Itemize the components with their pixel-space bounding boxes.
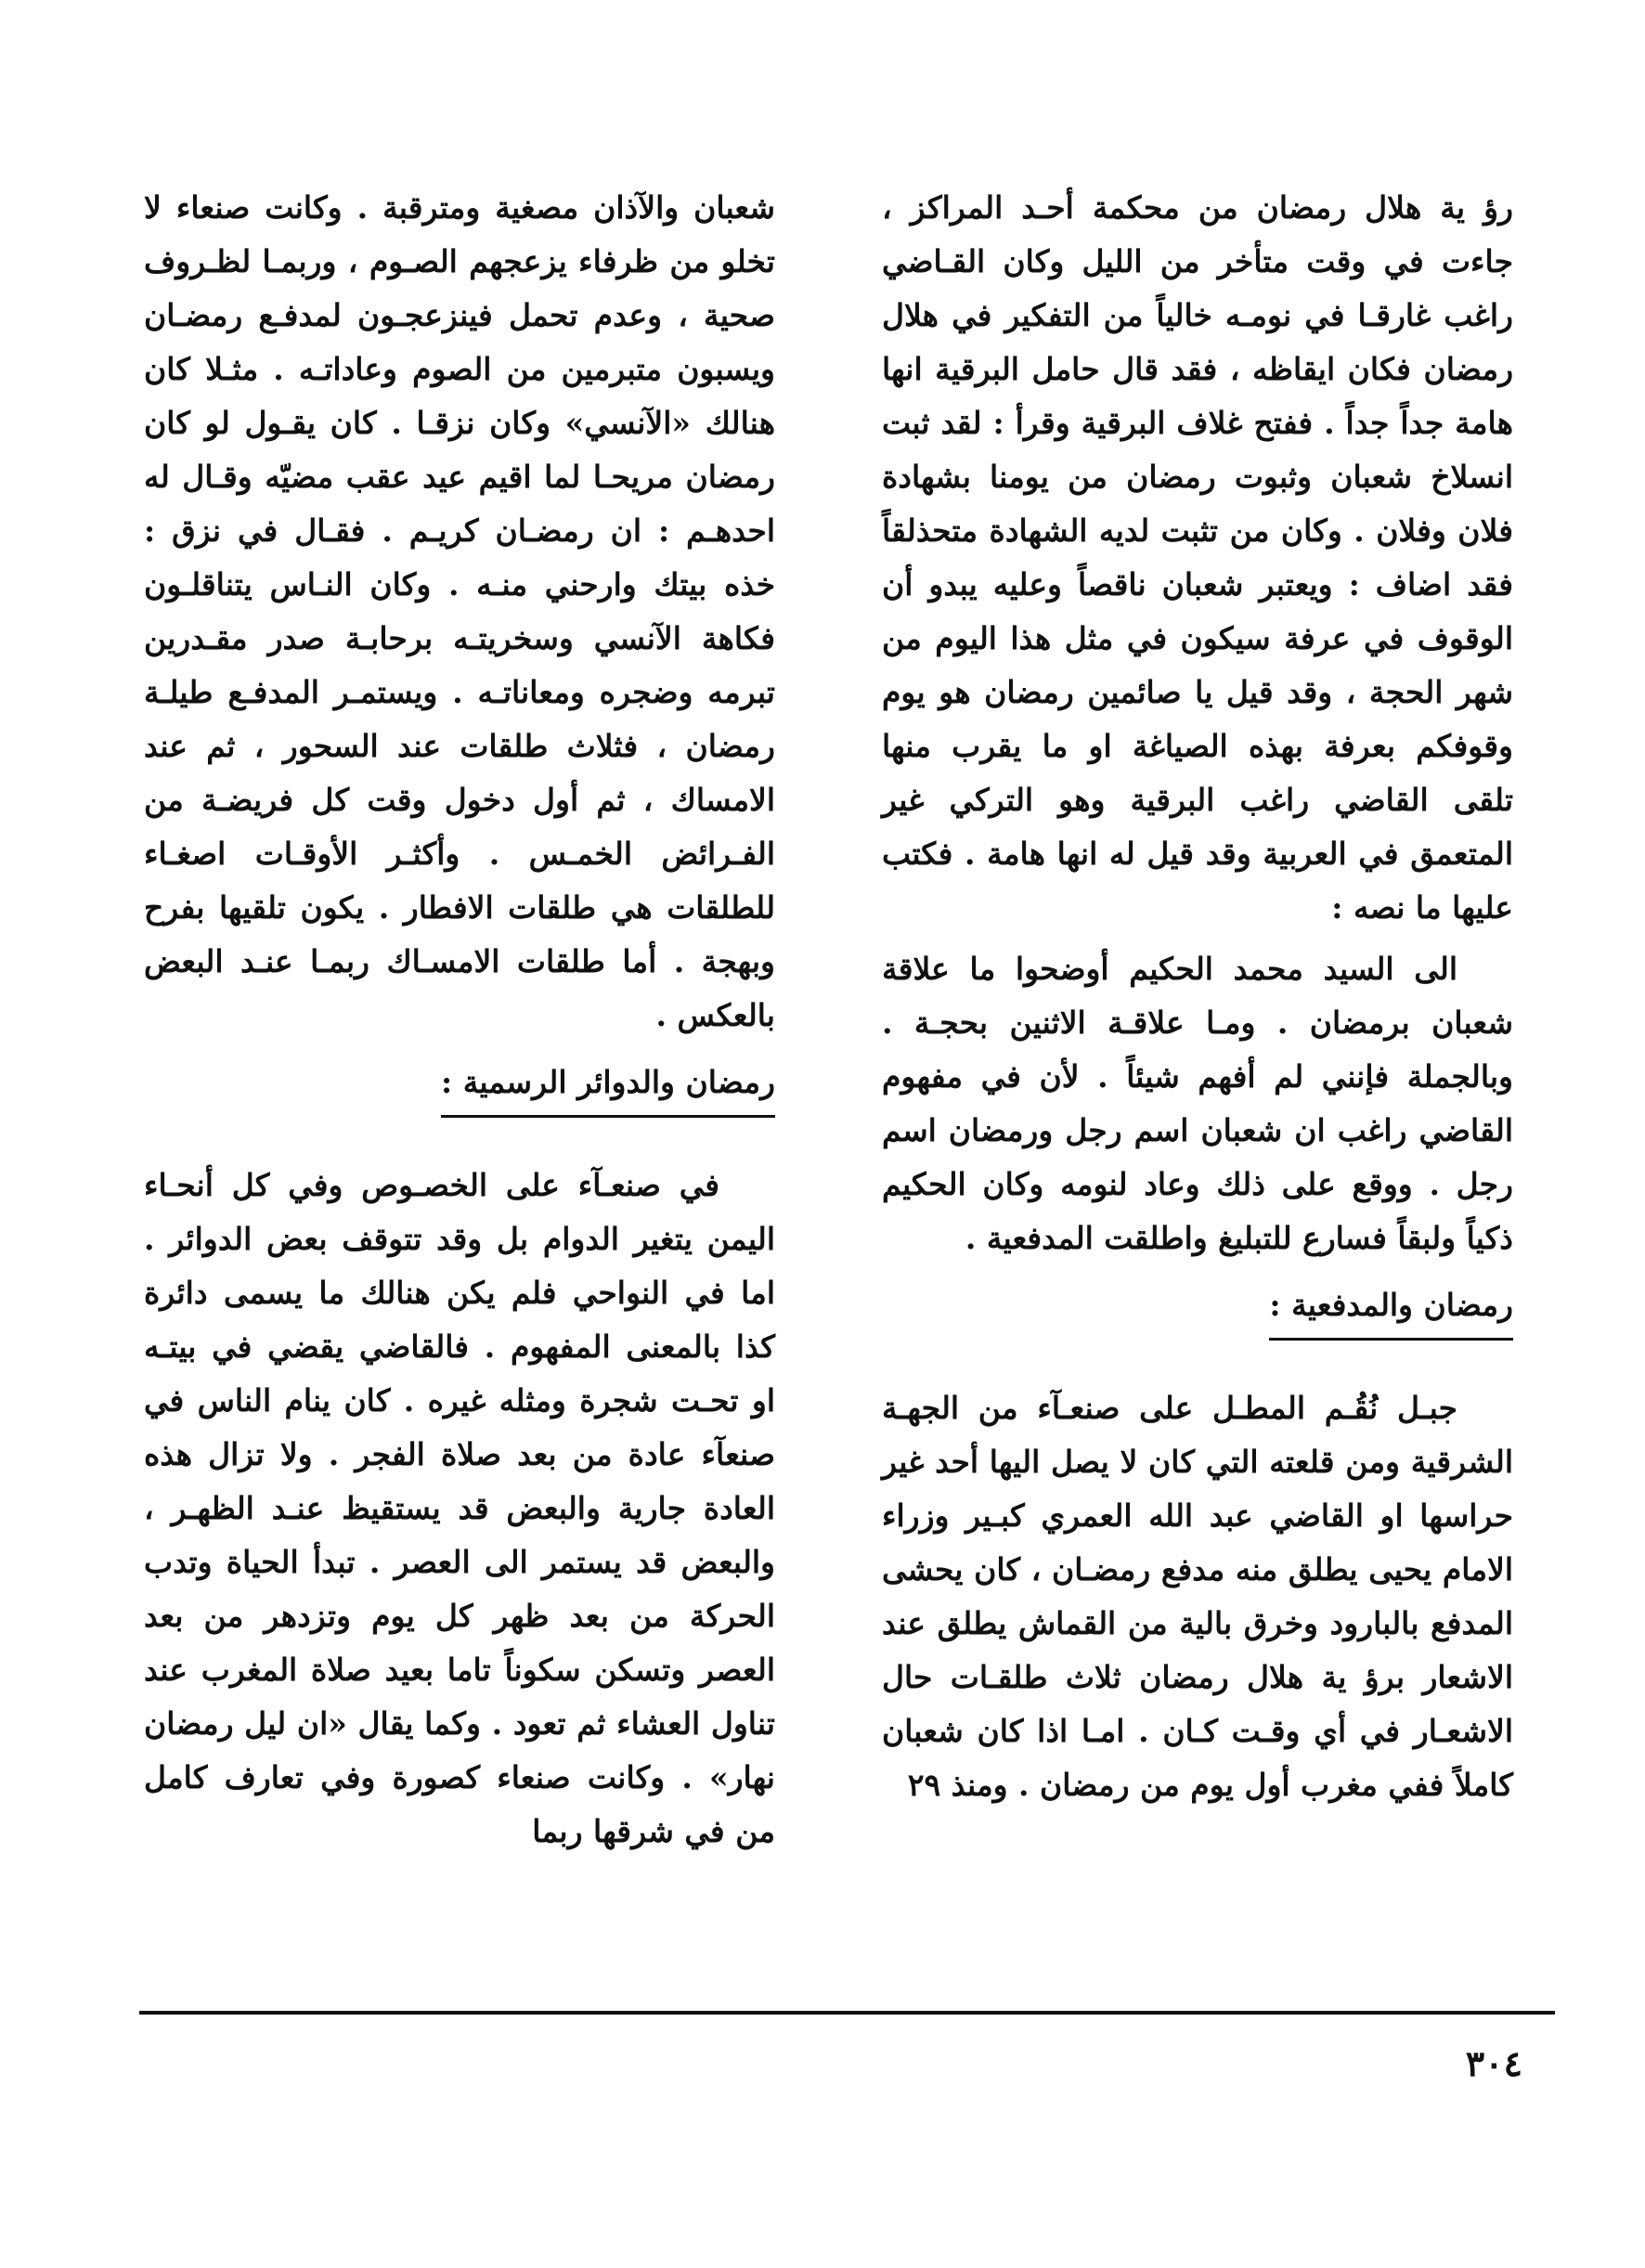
- page-number: ٣٠٤: [1465, 2042, 1522, 2084]
- footer-divider: [139, 2011, 1555, 2015]
- section-heading-cannon-wrap: [882, 1278, 1513, 1341]
- section-heading-ramadan-offices: رمضان والدوائر الرسمية :: [441, 1056, 775, 1118]
- right-paragraph-1: رؤ ية هلال رمضان من محكمة أحـد المراكز ، جاءت في وقت متأخر من الليل وكان القـاضي راغب غارقـا في نومـه خالياً من التفكير في هلال رمضان فكان ايقاظه ، فقد قال حامل البرقية انها هامة جداً جداً . ففتح غلاف البرقية وقرأ : لقد ثبت انسلاخ شعبان وثبوت رمضان من يومنا بشهادة فلان وفلان . وكان من تثبت لديه الشهادة متحذلقاً فقد اضاف : ويعتبر شعبان ناقصاً وعليه يبدو أن الوقوف في عرفة سيكون في مثل هذا اليوم من شهر الحجة ، وقد قيل يا صائمين رمضان هو يوم وقوفكم بعرفة بهذه الصياغة او ما يقرب منها تلقى القاضي راغب البرقية وهو التركي غير المتعمق في العربية وقد قيل له انها هامة . فكتب عليها ما نصه :: [882, 189, 1513, 926]
- left-column: [144, 181, 775, 1859]
- left-paragraph-1: شعبان والآذان مصغية ومترقبة . وكانت صنعاء لا تخلو من ظرفاء يزعجهم الصـوم ، وربمـا لظـروف صحية ، وعدم تحمل فينزعجـون لمدفـع رمضـان ويسبون متبرمين من الصوم وعاداتـه . مثـلا كان هنالك «الآنسي» وكان نزقـا . كان يقـول لو كان رمضان مريحـا لما اقيم عيد عقب مضيّه وقـال له احدهـم : ان رمضـان كريـم . فقـال في نزق : خذه بيتك وارحني منـه . وكان النـاس يتناقلـون فكاهة الآنسي وسخريتـه برحابـة صدر مقـدرين تبرمه وضجره ومعاناتـه . ويستمـر المدفـع طيلـة رمضان ، فثلاث طلقات عند السحور ، ثم عند الامساك ، ثم أول دخول وقت كل فريضـة من الفـرائض الخمـس . وأكثـر الأوقـات اصغـاء للطلقات هي طلقات الافطار . يكون تلقيها بفرح وبهجة . أما طلقات الامسـاك ربمـا عنـد البعض بالعكس .: [144, 189, 775, 1033]
- right-column: [882, 181, 1513, 1812]
- right-paragraph-3: جبـل نُقُـم المطـل على صنعـآء من الجهـة الشرقية ومن قلعته التي كان لا يصل اليها أحد غير حراسها او القاضي عبد الله العمري كبـير وزراء الامام يحيى يطلق منه مدفع رمضـان ، كان يحشى المدفع بالبارود وخرق بالية من القماش يطلق عند الاشعار برؤ ية هلال رمضان ثلاث طلقـات حال الاشعـار في أي وقـت كـان . امـا اذا كان شعبان كاملاً ففي مغرب أول يوم من رمضان . ومنذ ٢٩: [882, 1390, 1513, 1803]
- section-heading-ramadan-cannon: رمضان والمدفعية :: [1269, 1278, 1513, 1341]
- section-heading-offices-wrap: [144, 1056, 775, 1118]
- right-paragraph-2: الى السيد محمد الحكيم أوضحوا ما علاقة شعبان برمضان . ومـا علاقـة الاثنين بحجـة . وبالجملة فإنني لم أفهم شيئاً . لأن في مفهوم القاضي راغب ان شعبان اسم رجل ورمضان اسم رجل . ووقع على ذلك وعاد لنومه وكان الحكيم ذكياً ولبقاً فسارع للتبليغ واطلقت المدفعية .: [882, 951, 1513, 1256]
- left-paragraph-2: في صنعـآء على الخصـوص وفي كل أنحـاء اليمن يتغير الدوام بل وقد تتوقف بعض الدوائر . اما في النواحي فلم يكن هنالك ما يسمى دائرة كذا بالمعنى المفهوم . فالقاضي يقضي في بيتـه او تحـت شجرة ومثله غيره . كان ينام الناس في صنعآء عادة من بعد صلاة الفجر . ولا تزال هذه العادة جارية والبعض قد يستقيظ عنـد الظهـر ، والبعض قد يستمر الى العصر . تبدأ الحياة وتدب الحركة من بعد ظهر كل يوم وتزدهر من بعد العصر وتسكن سكوناً تاما بعيد صلاة المغرب عند تناول العشاء ثم تعود . وكما يقال «ان ليل رمضان نهار» . وكانت صنعاء كصورة وفي تعارف كامل من في شرقها ربما: [144, 1167, 775, 1849]
